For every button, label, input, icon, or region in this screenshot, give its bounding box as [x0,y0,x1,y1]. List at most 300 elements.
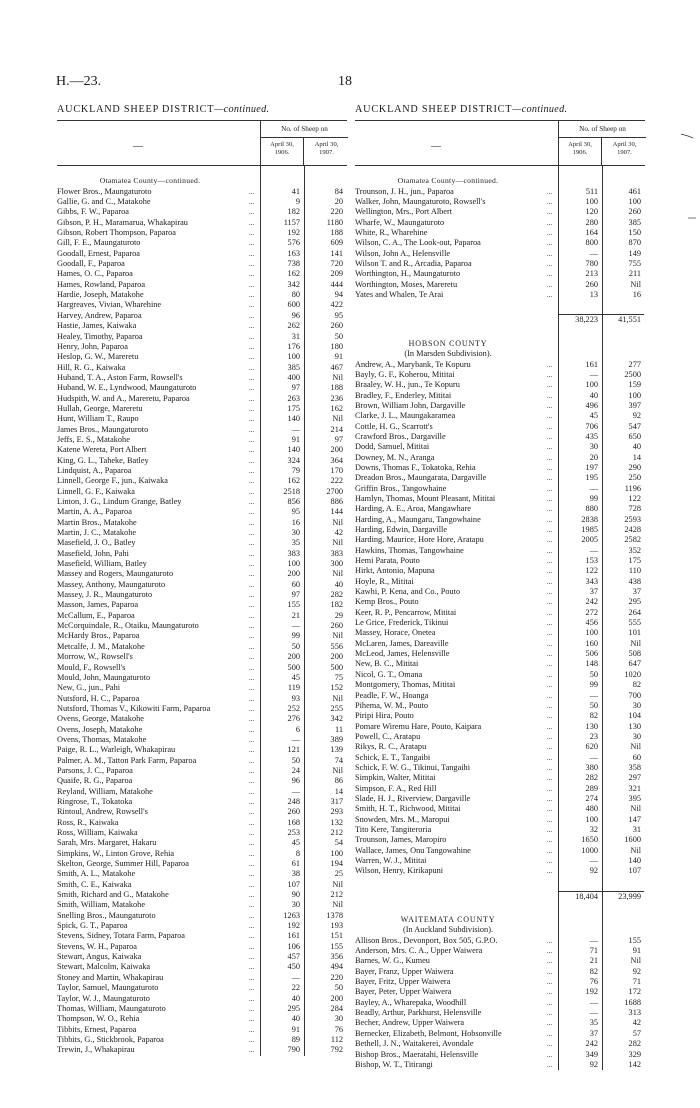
sheep-1907: 260 [330,321,343,331]
sheep-1907: Nil [630,638,641,648]
table-row [57,621,347,631]
sheep-1906: 343 [585,576,598,586]
table-row [355,618,645,628]
sheep-1907: Nil [630,742,641,752]
sheep-1906: 153 [585,556,598,566]
owner-name: White, R., Wharehine [355,228,428,238]
owner-name: Smith, H. T., Richwood, Mititai [355,804,461,814]
sheep-1907: 159 [628,380,641,390]
sheep-1907: 293 [330,807,343,817]
table-row [355,866,645,876]
owner-name: Kawhi, P. Kena, and Co., Pouto [355,587,461,597]
sheep-1907: 14 [334,786,343,796]
table-row [57,321,347,331]
sheep-1907: 30 [632,700,641,710]
sheep-1907: Nil [630,845,641,855]
sheep-count-header [260,121,348,165]
owner-name: Bradley, F., Enderley, Mititai [355,390,452,400]
sheep-1907: 76 [334,1024,343,1034]
owner-name: Harding, A. E., Aroa, Mangawhare [355,504,471,514]
leader-dots: ... [546,998,553,1007]
sheep-1907: 172 [628,987,641,997]
owner-name: Martin, J. C., Matakohe [57,528,137,538]
table-row [355,846,645,856]
sheep-1907: 211 [628,269,641,279]
sheep-1906: 457 [287,952,300,962]
owner-name: Tito Kere, Tangiteroria [355,824,432,834]
owner-name: Montgomery, Thomas, Mititai [355,680,456,690]
owner-name: Hastie, James, Kaiwaka [57,321,137,331]
sheep-1907: 755 [628,259,641,269]
table-row [57,394,347,404]
sheep-1906: — [291,786,300,796]
owner-name: Mould, John, Maungaturoto [57,672,151,682]
sheep-1907: 342 [330,714,343,724]
owner-name: Worthington, Moses, Mareretu [355,279,458,289]
sheep-1906: 60 [291,579,300,589]
sheep-1907: 1180 [326,217,343,227]
leader-dots: ... [546,732,553,741]
table-row [57,280,347,290]
sheep-1906: 106 [287,941,300,951]
owner-name: Bayley, A., Wharepaka, Woodhill [355,997,467,1007]
sheep-1907: 194 [330,859,343,869]
sheep-1907: 556 [330,641,343,651]
hobson-subdivision: (In Marsden Subdivision). [404,349,492,359]
leader-dots: ... [248,766,255,775]
sheep-1907: 650 [628,431,641,441]
table-row [57,269,347,279]
sheep-1906: 176 [287,341,300,351]
owner-name: Crawford Bros., Dargaville [355,431,446,441]
sheep-1906: 30 [589,442,598,452]
sheep-1906: 162 [287,476,300,486]
sheep-1906: 8 [295,848,300,858]
sheep-1906: 99 [589,680,598,690]
leader-dots: ... [248,1004,255,1013]
leader-dots: ... [248,446,255,455]
sheep-1906: — [291,972,300,982]
sheep-1906: 213 [585,269,598,279]
leader-dots: ... [248,994,255,1003]
sheep-1906: — [589,545,598,555]
owner-name: Hames, O. C., Paparoa [57,269,133,279]
sheep-1906: 2838 [581,514,598,524]
leader-dots: ... [546,1050,553,1059]
owner-name: Trewin, J., Whakapirau [57,1045,135,1055]
leader-dots: ... [248,725,255,734]
sheep-1906: 50 [589,700,598,710]
sheep-1907: 42 [334,528,343,538]
sheep-1907: 200 [330,445,343,455]
table-row [57,1045,347,1055]
sheep-1906: 61 [291,859,300,869]
owner-name: Nicol, G. T., Omana [355,669,423,679]
table-row [57,983,347,993]
sheep-1907: Nil [332,538,343,548]
owner-name: Harding, Maurice, Hore Hore, Aratapu [355,535,484,545]
leader-dots: ... [546,360,553,369]
sheep-1906: 119 [287,683,300,693]
table-row [355,484,645,494]
table-row [355,804,645,814]
total-1906: 38,223 [558,314,601,324]
table-row [355,1018,645,1028]
owner-name: Downs, Thomas F., Tokatoka, Rehia [355,462,476,472]
sheep-1906: 45 [589,411,598,421]
leader-dots: ... [248,735,255,744]
sheep-1906: 276 [287,714,300,724]
sheep-1907: 300 [330,559,343,569]
leader-dots: ... [248,953,255,962]
leader-dots: ... [248,891,255,900]
table-row [355,711,645,721]
sheep-1906: 160 [585,638,598,648]
sheep-1906: — [589,483,598,493]
sheep-1907: 212 [330,890,343,900]
owner-name: Henry, John, Paparoa [57,341,128,351]
table-row [57,994,347,1004]
left-table-body [57,166,347,1056]
leader-dots: ... [546,515,553,524]
owner-name: Jeffs, E. S., Matakohe [57,434,130,444]
table-row [57,197,347,207]
owner-name: Masefield, William, Batley [57,559,147,569]
table-row [57,694,347,704]
sheep-1907: 720 [330,259,343,269]
owner-name: Parsons, J. C., Paparoa [57,765,133,775]
sheep-1906: 37 [589,1028,598,1038]
sheep-1906: 50 [589,669,598,679]
owner-name: Mould, F., Rowsell's [57,662,126,672]
owner-name: Simpkins, W., Linton Grove, Rehia [57,848,175,858]
leader-dots: ... [248,984,255,993]
leader-dots: ... [546,712,553,721]
sheep-1907: 60 [632,752,641,762]
leader-dots: ... [248,198,255,207]
owner-name: Worthington, H., Maungaturoto [355,269,461,279]
sheep-1907: 438 [628,576,641,586]
table-row [355,515,645,525]
sheep-1907: 147 [628,814,641,824]
owner-name: Wilson, C. A., The Look-out, Paparoa [355,238,481,248]
sheep-1907: 1196 [624,483,641,493]
owner-name: McCorquindale, R., Otaiku, Maungaturoto [57,621,199,631]
sheep-1906: 1263 [283,910,300,920]
leader-dots: ... [546,650,553,659]
leader-dots: ... [546,218,553,227]
sheep-1906: 282 [585,773,598,783]
table-row [57,487,347,497]
table-row [57,187,347,197]
table-row [57,600,347,610]
table-row [57,962,347,972]
table-row [57,311,347,321]
table-row [57,838,347,848]
table-row [355,207,645,217]
table-row [355,218,645,228]
owner-name: Palmer, A. M., Tatton Park Farm, Paparoa [57,755,197,765]
owner-name: Gibson, P. H., Maramarua, Whakapirau [57,217,188,227]
sheep-1907: 30 [334,1014,343,1024]
table-row [57,373,347,383]
owner-name: Thompson, W. O., Rehia [57,1014,140,1024]
sheep-1907: 188 [330,228,343,238]
table-row [355,1060,645,1070]
table-row [355,228,645,238]
table-row [57,342,347,352]
sheep-1906: 100 [585,197,598,207]
sheep-1907: 139 [330,745,343,755]
sheep-1907: 364 [330,455,343,465]
leader-dots: ... [546,260,553,269]
sheep-1906: 511 [585,186,598,196]
leader-dots: ... [248,477,255,486]
sheep-1907: Nil [332,517,343,527]
owner-name: Snelling Bros., Maungaturoto [57,910,156,920]
table-row [57,642,347,652]
table-row [355,566,645,576]
table-row [355,453,645,463]
table-row [355,608,645,618]
leader-dots: ... [248,280,255,289]
table-row [57,466,347,476]
sheep-1907: 74 [334,755,343,765]
leader-dots: ... [546,947,553,956]
table-row [57,735,347,745]
table-row [355,977,645,987]
owner-name: New, G., jun., Pahi [57,683,121,693]
sheep-1907: 260 [330,621,343,631]
owner-name: Harding, Edwin, Dargaville [355,525,448,534]
owner-name: Huband, T. A., Aston Farm, Rowsell's [57,372,183,382]
leader-dots: ... [248,860,255,869]
owner-name: Harvey, Andrew, Paparoa [57,310,142,320]
sheep-1907: 870 [628,238,641,248]
sheep-1906: 96 [291,310,300,320]
leader-dots: ... [546,280,553,289]
leader-dots: ... [248,715,255,724]
table-row [355,1029,645,1039]
leader-dots: ... [546,701,553,710]
sheep-1907: 321 [628,783,641,793]
leader-dots: ... [546,988,553,997]
table-row [355,794,645,804]
sheep-1907: 2700 [326,486,343,496]
table-row [57,807,347,817]
table-header [355,120,645,166]
sheep-1906: — [291,621,300,631]
sheep-1906: 274 [585,793,598,803]
sheep-1906: 80 [291,290,300,300]
owner-name: Schick, E. T., Tangaibi [355,752,431,762]
leader-dots: ... [248,777,255,786]
leader-dots: ... [546,484,553,493]
table-row [355,577,645,587]
leader-dots: ... [546,774,553,783]
sheep-1906: 21 [291,610,300,620]
sheep-1907: 200 [330,993,343,1003]
table-row [57,383,347,393]
table-row [355,1008,645,1018]
sheep-1906: 100 [287,559,300,569]
owner-name: Allison Bros., Devonport, Box 505, G.P.O. [355,935,498,945]
leader-dots: ... [248,270,255,279]
sheep-1907: 1600 [624,835,641,845]
table-row [355,473,645,483]
leader-dots: ... [546,867,553,876]
leader-dots: ... [546,1029,553,1038]
leader-dots: ... [546,619,553,628]
owner-name: Quaife, R. G., Paparoa [57,776,133,786]
owner-name: Wallace, James, Onu Tangowahine [355,845,471,855]
sheep-1906: 164 [585,228,598,238]
sheep-1906: 161 [585,359,598,369]
sheep-1907: 508 [628,649,641,659]
sheep-1906: 242 [585,597,598,607]
sheep-1906: 192 [287,921,300,931]
sheep-1906: 100 [585,628,598,638]
sheep-1907: 122 [628,493,641,503]
sheep-1907: 295 [628,597,641,607]
table-row [57,818,347,828]
table-row [355,825,645,835]
leader-dots: ... [546,401,553,410]
header-1906: April 30, 1906. [559,138,602,165]
owner-name: Griffin Bros., Tangowhaine [355,483,447,493]
sheep-1906: 480 [585,804,598,814]
sheep-1907: 467 [330,362,343,372]
owner-name: Nutsford, H. C., Paparoa [57,693,140,703]
sheep-1907: 277 [628,359,641,369]
table-row [355,742,645,752]
sheep-1907: Nil [332,693,343,703]
owner-name: Smith, William, Matakohe [57,900,146,910]
owner-name: Warren, W. J., Mititai [355,856,427,865]
sheep-1907: 193 [330,921,343,931]
leader-dots: ... [248,539,255,548]
sheep-1907: Nil [332,879,343,889]
sheep-1907: 250 [628,473,641,483]
sheep-1906: 92 [589,1059,598,1069]
sheep-1906: 38 [291,869,300,879]
sheep-1907: 264 [628,607,641,617]
leader-dots: ... [546,784,553,793]
leader-dots: ... [248,870,255,879]
owner-name: Downey, M. N., Aranga [355,452,435,462]
sheep-1906: 272 [585,607,598,617]
sheep-1906: 1650 [581,835,598,845]
owner-name: Hudspith, W. and A., Mareretu, Paparoa [57,393,190,403]
table-row [355,494,645,504]
table-row [355,280,645,290]
leader-dots: ... [248,942,255,951]
sheep-1907: 1688 [624,997,641,1007]
sheep-1907: 84 [334,186,343,196]
sheep-1907: 162 [330,403,343,413]
sheep-1906: 97 [291,383,300,393]
sheep-1906: 2005 [581,535,598,545]
sheep-1906: 168 [287,817,300,827]
table-row [355,856,645,866]
sheep-1907: 200 [330,652,343,662]
sheep-1906: 76 [589,977,598,987]
leader-dots: ... [546,936,553,945]
sheep-1906: 23 [589,731,598,741]
owner-name: Hullah, George, Mareretu [57,403,143,413]
county-heading: Otamatea County—continued. [99,176,201,186]
table-row [57,756,347,766]
sheep-1907: 11 [335,724,343,734]
leader-dots: ... [248,684,255,693]
sheep-1906: 107 [287,879,300,889]
table-row [355,639,645,649]
table-row [355,732,645,742]
owner-name: Metcalfe, J. M., Matakohe [57,641,145,651]
waitemata-subdivision: (In Auckland Subdivision). [402,925,494,935]
leader-dots: ... [546,229,553,238]
sheep-1906: 140 [287,445,300,455]
sheep-1907: 500 [330,662,343,672]
sheep-1906: 21 [589,956,598,966]
sheep-1906: — [589,752,598,762]
owner-name: New, B. C., Mititai [355,659,419,669]
sheep-1906: 385 [287,362,300,372]
sheep-1907: 358 [628,762,641,772]
leader-dots: ... [248,973,255,982]
leader-dots: ... [248,694,255,703]
owner-name: Hemi Parata, Pouto [355,556,420,566]
table-row [57,663,347,673]
table-row [57,352,347,362]
table-row [57,683,347,693]
table-row [57,611,347,621]
sheep-1907: 220 [330,972,343,982]
leader-dots: ... [546,463,553,472]
sheep-1906: 324 [287,455,300,465]
sheep-1907: 92 [632,411,641,421]
sheep-1906: 92 [589,866,598,876]
sheep-1906: 82 [589,966,598,976]
leader-dots: ... [248,1035,255,1044]
table-row [57,518,347,528]
sheep-1906: 260 [585,279,598,289]
owner-name: Taylor, W. J., Maungaturoto [57,993,150,1003]
sheep-1906: 342 [287,279,300,289]
sheep-1907: 397 [628,400,641,410]
leader-dots: ... [546,391,553,400]
owner-name: Kemp Bros., Pouto [355,597,419,607]
table-row [355,1039,645,1049]
owner-name: Dreadon Bros., Maungarata, Dargaville [355,473,487,483]
leader-dots: ... [248,466,255,475]
sheep-1907: 282 [628,1039,641,1049]
leader-dots: ... [546,629,553,638]
owner-name: Reyland, William, Matakohe [57,786,153,796]
sheep-1907: 30 [632,731,641,741]
sheep-1907: 170 [330,465,343,475]
right-table-body [355,166,645,1070]
owner-name: Linnell, George F., jun., Kaiwaka [57,476,168,486]
table-row [57,911,347,921]
table-row [57,528,347,538]
sheep-1907: 547 [628,421,641,431]
sheep-1907: 214 [330,424,343,434]
table-row [57,1035,347,1045]
sheep-1907: 220 [330,207,343,217]
table-row [57,714,347,724]
left-column [57,104,347,1056]
